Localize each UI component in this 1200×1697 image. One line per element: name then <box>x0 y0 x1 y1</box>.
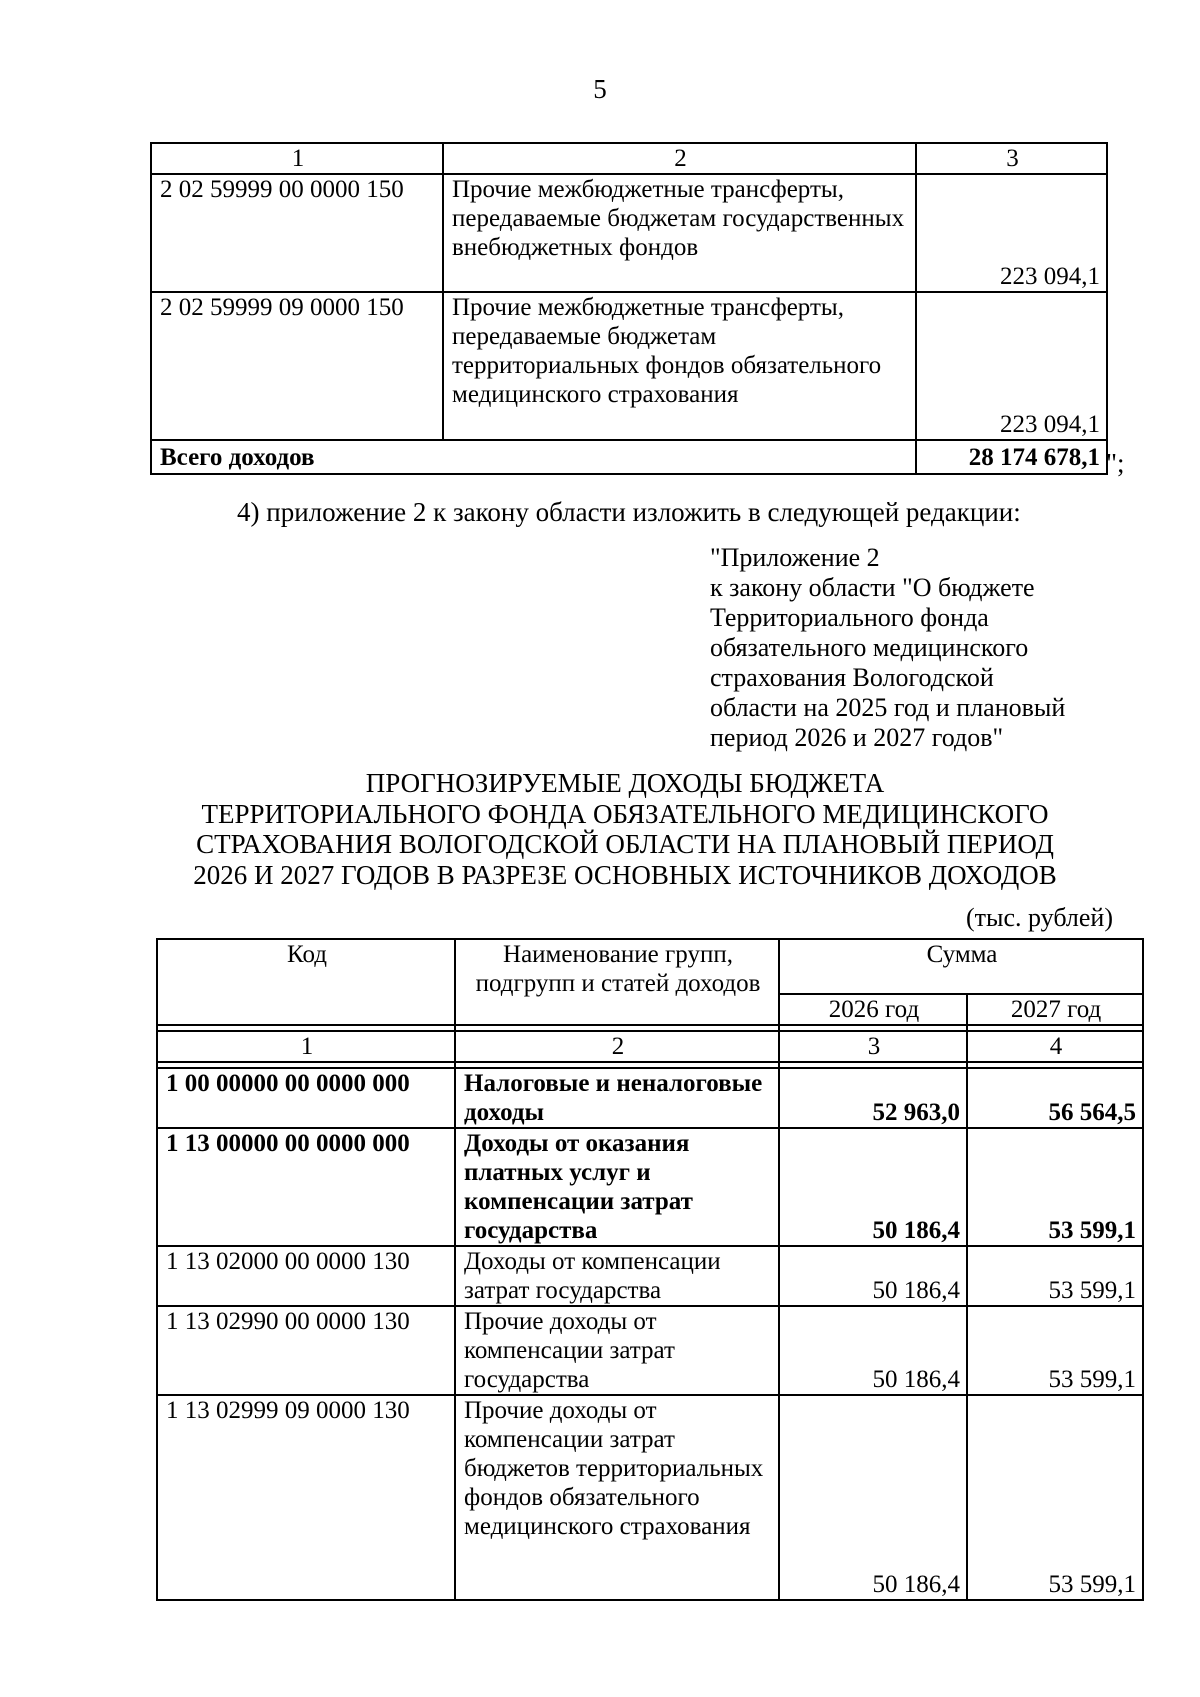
column-number: 3 <box>916 143 1107 174</box>
annex-line: "Приложение 2 <box>710 543 880 572</box>
table-row <box>151 292 1107 440</box>
closing-quote: "; <box>1106 448 1125 478</box>
column-number: 1 <box>157 1031 455 1062</box>
annex-line: период 2026 и 2027 годов" <box>710 723 1004 752</box>
income-code: 1 13 02000 00 0000 130 <box>157 1246 455 1306</box>
table-number-row <box>157 1031 1143 1062</box>
amount-2026: 50 186,4 <box>779 1395 967 1600</box>
column-number: 1 <box>151 143 443 174</box>
header-sum: Сумма <box>779 939 1143 994</box>
income-name: Прочие межбюджетные трансферты, передаваемые бюджетам территориальных фондов обязательного медицинского страхования <box>443 292 916 440</box>
table-row <box>157 1306 1143 1395</box>
income-code: 2 02 59999 09 0000 150 <box>151 292 443 440</box>
annex-line: Территориального фонда <box>710 603 989 632</box>
section-heading <box>150 768 1100 890</box>
amendment-paragraph: 4) приложение 2 к закону области изложить в следующей редакции: <box>237 497 1021 527</box>
income-table-continued <box>150 142 1108 475</box>
income-amount: 223 094,1 <box>916 292 1107 440</box>
amount-2027: 53 599,1 <box>967 1395 1143 1600</box>
income-code: 2 02 59999 00 0000 150 <box>151 174 443 292</box>
income-code: 1 13 02990 00 0000 130 <box>157 1306 455 1395</box>
column-number: 3 <box>779 1031 967 1062</box>
income-name: Доходы от оказания платных услуг и компенсации затрат государства <box>455 1128 779 1246</box>
amount-2026: 50 186,4 <box>779 1246 967 1306</box>
income-name: Прочие доходы от компенсации затрат бюджетов территориальных фондов обязательного медицинского страхования <box>455 1395 779 1600</box>
annex-line: области на 2025 год и плановый <box>710 693 1066 722</box>
table-row <box>151 174 1107 292</box>
annex-line: к закону области "О бюджете <box>710 573 1035 602</box>
total-label: Всего доходов <box>151 440 916 474</box>
income-code: 1 13 02999 09 0000 130 <box>157 1395 455 1600</box>
annex-reference <box>710 543 1130 753</box>
amount-2026: 52 963,0 <box>779 1068 967 1128</box>
column-number: 2 <box>455 1031 779 1062</box>
header-name: Наименование групп, подгрупп и статей доходов <box>455 939 779 1025</box>
table-row <box>157 1395 1143 1600</box>
header-year-2027: 2027 год <box>967 994 1143 1025</box>
heading-line: ТЕРРИТОРИАЛЬНОГО ФОНДА ОБЯЗАТЕЛЬНОГО МЕДИЦИНСКОГО <box>201 798 1049 829</box>
annex-line: страхования Вологодской <box>710 663 994 692</box>
income-code: 1 00 00000 00 0000 000 <box>157 1068 455 1128</box>
heading-line: СТРАХОВАНИЯ ВОЛОГОДСКОЙ ОБЛАСТИ НА ПЛАНОВЫЙ ПЕРИОД <box>196 829 1054 859</box>
table-row <box>157 1128 1143 1246</box>
annex-line: обязательного медицинского <box>710 633 1029 662</box>
total-amount: 28 174 678,1 <box>916 440 1107 474</box>
table-header-row <box>157 939 1143 994</box>
income-code: 1 13 00000 00 0000 000 <box>157 1128 455 1246</box>
income-amount: 223 094,1 <box>916 174 1107 292</box>
total-row <box>151 440 1107 474</box>
header-code: Код <box>157 939 455 1025</box>
column-number: 4 <box>967 1031 1143 1062</box>
units-label: (тыс. рублей) <box>965 903 1113 932</box>
income-name: Доходы от компенсации затрат государства <box>455 1246 779 1306</box>
amount-2027: 53 599,1 <box>967 1128 1143 1246</box>
amount-2027: 53 599,1 <box>967 1306 1143 1395</box>
amount-2027: 56 564,5 <box>967 1068 1143 1128</box>
table-row <box>157 1246 1143 1306</box>
table-header-row <box>151 143 1107 174</box>
table-row <box>157 1068 1143 1128</box>
income-name: Прочие доходы от компенсации затрат государства <box>455 1306 779 1395</box>
column-number: 2 <box>443 143 916 174</box>
heading-line: ПРОГНОЗИРУЕМЫЕ ДОХОДЫ БЮДЖЕТА <box>365 768 885 798</box>
forecast-income-table <box>156 938 1144 1601</box>
heading-line: 2026 И 2027 ГОДОВ В РАЗРЕЗЕ ОСНОВНЫХ ИСТОЧНИКОВ ДОХОДОВ <box>193 859 1057 890</box>
amount-2026: 50 186,4 <box>779 1306 967 1395</box>
header-year-2026: 2026 год <box>779 994 967 1025</box>
amount-2027: 53 599,1 <box>967 1246 1143 1306</box>
income-name: Прочие межбюджетные трансферты, передаваемые бюджетам государственных внебюджетных фондов <box>443 174 916 292</box>
amount-2026: 50 186,4 <box>779 1128 967 1246</box>
page-number: 5 <box>593 74 607 104</box>
income-name: Налоговые и неналоговые доходы <box>455 1068 779 1128</box>
